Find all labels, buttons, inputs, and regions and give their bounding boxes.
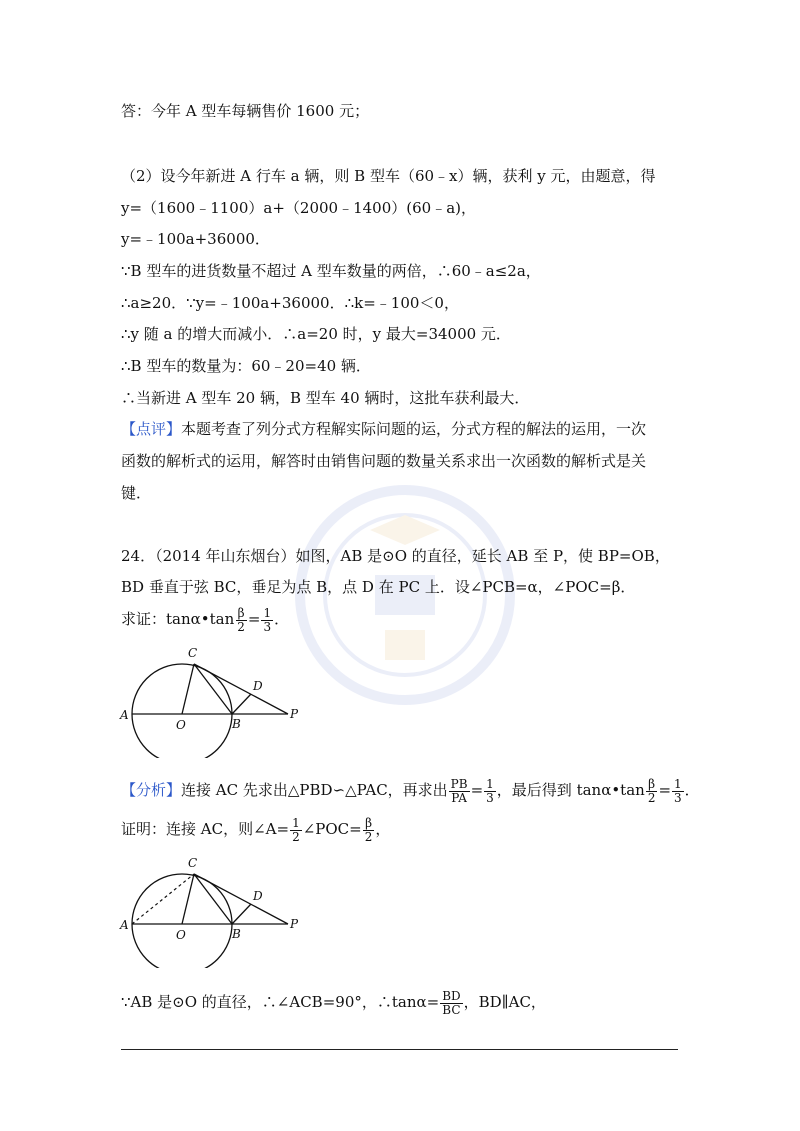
label-b: B [232,927,241,941]
analysis-tag: 【分析】 [121,781,182,799]
label-b: B [232,717,241,731]
label-o: O [176,718,186,732]
review-line-3: 键． [121,484,152,502]
proof-line: 证明：连接 AC，则∠A= $\frac{1}{2}$ ∠POC= $\frac{\beta}{2}$ ， [121,815,391,844]
circle-o [132,664,232,758]
label-d: D [253,679,263,693]
condition-2: ∴a≥20．∵y=﹣100a+36000．∴k=﹣100＜0， [121,294,459,312]
footer-rule [121,1049,678,1050]
answer-line: 答：今年 A 型车每辆售价 1600 元； [121,102,370,120]
label-p: P [290,917,299,931]
label-c: C [188,646,198,660]
prove-statement: 求证：tanα•tan $\frac{\beta}{2}$ = $\frac{1}{3}$ ． [121,605,290,634]
geometry-diagram-2 [118,853,308,968]
condition-1: ∵B 型车的进货数量不超过 A 型车数量的两倍，∴60﹣a≤2a， [121,262,541,280]
final-line: ∵AB 是⊙O 的直径，∴∠ACB=90°，∴tanα= $\frac{BD}{BC}$ ，BD∥AC， [121,988,546,1017]
label-o: O [176,928,186,942]
fraction-beta-over-2: $\frac{\beta}{2}$ [237,605,245,634]
review-tag: 【点评】 [121,420,182,438]
fraction-1-over-3: $\frac{1}{3}$ [263,605,272,634]
review-line-2: 函数的解析式的运用，解答时由销售问题的数量关系求出一次函数的解析式是关 [121,452,647,470]
geometry-diagram-1 [118,643,308,758]
fraction-1-over-3: $\frac{1}{3}$ [674,776,682,805]
prove-prefix: 求证：tanα•tan [121,610,235,628]
analysis-line: 【分析】连接 AC 先求出△PBD∽△PAC，再求出 $\frac{PB}{PA}$ = $\frac{1}{3}$ ，最后得到 tanα•tan $\frac{\beta}{2}$ = $\frac{1}{3}$ ． [121,776,700,805]
fraction-1-over-3: $\frac{1}{3}$ [486,776,494,805]
question-24-line-1: 24．（2014 年山东烟台）如图，AB 是⊙O 的直径，延长 AB 至 P，使 BP=OB， [121,547,670,565]
review-text-1: 本题考查了列分式方程解实际问题的运，分式方程的解法的运用，一次 [181,420,647,438]
fraction-bd-over-bc: $\frac{BD}{BC}$ [442,988,461,1017]
circle-o [132,874,232,968]
fraction-beta-over-2: $\frac{\beta}{2}$ [364,815,373,844]
label-a: A [120,918,129,932]
fraction-1-over-2: $\frac{1}{2}$ [292,815,300,844]
question-24-line-2: BD 垂直于弦 BC，垂足为点 B，点 D 在 PC 上．设∠PCB=α，∠POC=β． [121,578,636,596]
condition-3: ∴y 随 a 的增大而减小．∴a=20 时，y 最大=34000 元． [121,325,511,343]
equation-2: y=﹣100a+36000． [121,230,270,248]
part2-intro: （2）设今年新进 A 行车 a 辆，则 B 型车（60﹣x）辆，获利 y 元，由题意，得 [121,167,656,185]
condition-4: ∴B 型车的数量为：60﹣20=40 辆． [121,357,371,375]
label-p: P [290,707,299,721]
label-c: C [188,856,198,870]
equation-1: y=（1600﹣1100）a+（2000﹣1400）(60﹣a)， [121,199,476,217]
condition-5: ∴当新进 A 型车 20 辆，B 型车 40 辆时，这批车获利最大． [121,389,530,407]
label-a: A [120,708,129,722]
label-d: D [253,889,263,903]
review-line-1 [121,418,646,440]
fraction-pb-over-pa: $\frac{PB}{PA}$ [450,776,468,805]
fraction-beta-over-2: $\frac{\beta}{2}$ [647,776,656,805]
